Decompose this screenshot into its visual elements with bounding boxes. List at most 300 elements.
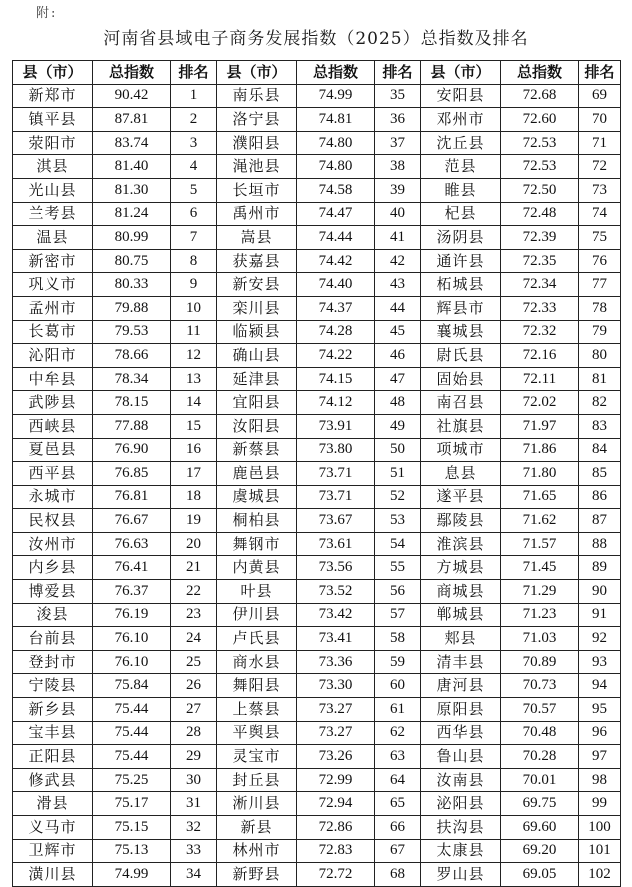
rank-cell: 42	[375, 249, 421, 273]
index-value-cell: 74.15	[297, 367, 375, 391]
rank-cell: 59	[375, 650, 421, 674]
county-name-cell: 宝丰县	[13, 721, 93, 745]
county-name-cell: 长葛市	[13, 320, 93, 344]
index-value-cell: 72.11	[501, 367, 579, 391]
index-value-cell: 80.33	[93, 273, 171, 297]
county-name-cell: 上蔡县	[217, 698, 297, 722]
county-name-cell: 汝阳县	[217, 414, 297, 438]
county-name-cell: 台前县	[13, 627, 93, 651]
index-value-cell: 74.99	[93, 863, 171, 887]
rank-cell: 1	[171, 84, 217, 108]
county-name-cell: 范县	[421, 155, 501, 179]
rank-cell: 40	[375, 202, 421, 226]
county-name-cell: 栾川县	[217, 296, 297, 320]
rank-cell: 37	[375, 131, 421, 155]
index-value-cell: 69.75	[501, 792, 579, 816]
rank-cell: 83	[579, 414, 621, 438]
rank-cell: 26	[171, 674, 217, 698]
county-name-cell: 郏县	[421, 627, 501, 651]
rank-cell: 48	[375, 391, 421, 415]
rank-cell: 95	[579, 698, 621, 722]
county-name-cell: 新乡县	[13, 698, 93, 722]
rank-cell: 70	[579, 108, 621, 132]
county-name-cell: 林州市	[217, 839, 297, 863]
rank-cell: 39	[375, 178, 421, 202]
table-row	[13, 438, 621, 462]
rank-cell: 38	[375, 155, 421, 179]
table-row	[13, 155, 621, 179]
county-name-cell: 博爱县	[13, 580, 93, 604]
index-value-cell: 71.57	[501, 532, 579, 556]
county-name-cell: 汝南县	[421, 768, 501, 792]
county-name-cell: 唐河县	[421, 674, 501, 698]
index-value-cell: 71.86	[501, 438, 579, 462]
index-value-cell: 73.27	[297, 721, 375, 745]
column-header: 总指数	[501, 61, 579, 85]
table-row	[13, 131, 621, 155]
index-value-cell: 73.26	[297, 745, 375, 769]
rank-cell: 84	[579, 438, 621, 462]
county-name-cell: 汤阴县	[421, 226, 501, 250]
table-row	[13, 273, 621, 297]
rank-cell: 24	[171, 627, 217, 651]
index-value-cell: 72.86	[297, 816, 375, 840]
rank-cell: 27	[171, 698, 217, 722]
rank-cell: 51	[375, 462, 421, 486]
rank-cell: 66	[375, 816, 421, 840]
county-name-cell: 光山县	[13, 178, 93, 202]
column-header: 总指数	[93, 61, 171, 85]
index-value-cell: 71.62	[501, 509, 579, 533]
index-value-cell: 72.53	[501, 155, 579, 179]
rank-cell: 80	[579, 344, 621, 368]
rank-cell: 97	[579, 745, 621, 769]
column-header: 排名	[171, 61, 217, 85]
rank-cell: 5	[171, 178, 217, 202]
county-name-cell: 兰考县	[13, 202, 93, 226]
county-name-cell: 杞县	[421, 202, 501, 226]
index-value-cell: 72.99	[297, 768, 375, 792]
index-value-cell: 72.02	[501, 391, 579, 415]
county-name-cell: 义马市	[13, 816, 93, 840]
rank-cell: 8	[171, 249, 217, 273]
index-value-cell: 74.28	[297, 320, 375, 344]
table-row	[13, 202, 621, 226]
index-value-cell: 76.10	[93, 627, 171, 651]
index-value-cell: 72.33	[501, 296, 579, 320]
rank-cell: 7	[171, 226, 217, 250]
column-header: 排名	[375, 61, 421, 85]
index-value-cell: 75.44	[93, 745, 171, 769]
table-row	[13, 391, 621, 415]
page-title: 河南省县域电子商务发展指数（2025）总指数及排名	[103, 29, 529, 49]
rank-cell: 75	[579, 226, 621, 250]
column-header: 排名	[579, 61, 621, 85]
index-value-cell: 76.63	[93, 532, 171, 556]
index-value-cell: 71.23	[501, 603, 579, 627]
index-value-cell: 72.94	[297, 792, 375, 816]
county-name-cell: 中牟县	[13, 367, 93, 391]
index-value-cell: 76.37	[93, 580, 171, 604]
county-name-cell: 潢川县	[13, 863, 93, 887]
rank-cell: 98	[579, 768, 621, 792]
county-name-cell: 淅川县	[217, 792, 297, 816]
rank-cell: 78	[579, 296, 621, 320]
index-value-cell: 74.80	[297, 155, 375, 179]
table-body	[13, 84, 621, 886]
rank-cell: 81	[579, 367, 621, 391]
table-row	[13, 816, 621, 840]
index-value-cell: 71.29	[501, 580, 579, 604]
rank-cell: 99	[579, 792, 621, 816]
county-name-cell: 孟州市	[13, 296, 93, 320]
rank-cell: 85	[579, 462, 621, 486]
table-row	[13, 745, 621, 769]
county-name-cell: 清丰县	[421, 650, 501, 674]
table-row	[13, 485, 621, 509]
table-row	[13, 532, 621, 556]
table-row	[13, 178, 621, 202]
index-value-cell: 75.84	[93, 674, 171, 698]
table-row	[13, 580, 621, 604]
index-value-cell: 70.89	[501, 650, 579, 674]
rank-cell: 96	[579, 721, 621, 745]
index-value-cell: 72.50	[501, 178, 579, 202]
rank-cell: 52	[375, 485, 421, 509]
rank-cell: 21	[171, 556, 217, 580]
index-value-cell: 74.47	[297, 202, 375, 226]
county-name-cell: 浚县	[13, 603, 93, 627]
county-name-cell: 夏邑县	[13, 438, 93, 462]
rank-cell: 74	[579, 202, 621, 226]
rank-cell: 19	[171, 509, 217, 533]
county-name-cell: 西峡县	[13, 414, 93, 438]
rank-cell: 30	[171, 768, 217, 792]
county-name-cell: 遂平县	[421, 485, 501, 509]
rank-cell: 73	[579, 178, 621, 202]
table-row	[13, 556, 621, 580]
rank-cell: 33	[171, 839, 217, 863]
index-value-cell: 75.17	[93, 792, 171, 816]
rank-cell: 44	[375, 296, 421, 320]
index-value-cell: 73.52	[297, 580, 375, 604]
county-name-cell: 原阳县	[421, 698, 501, 722]
index-value-cell: 73.71	[297, 462, 375, 486]
rank-cell: 29	[171, 745, 217, 769]
rank-cell: 94	[579, 674, 621, 698]
rank-cell: 64	[375, 768, 421, 792]
table-row	[13, 462, 621, 486]
table-row	[13, 603, 621, 627]
index-value-cell: 70.57	[501, 698, 579, 722]
county-name-cell: 息县	[421, 462, 501, 486]
index-value-cell: 75.44	[93, 698, 171, 722]
rank-cell: 57	[375, 603, 421, 627]
county-name-cell: 灵宝市	[217, 745, 297, 769]
county-name-cell: 尉氏县	[421, 344, 501, 368]
rank-cell: 54	[375, 532, 421, 556]
rank-cell: 31	[171, 792, 217, 816]
rank-cell: 86	[579, 485, 621, 509]
county-name-cell: 舞阳县	[217, 674, 297, 698]
county-name-cell: 项城市	[421, 438, 501, 462]
rank-cell: 4	[171, 155, 217, 179]
index-value-cell: 87.81	[93, 108, 171, 132]
county-name-cell: 洛宁县	[217, 108, 297, 132]
county-name-cell: 新县	[217, 816, 297, 840]
county-name-cell: 封丘县	[217, 768, 297, 792]
county-name-cell: 渑池县	[217, 155, 297, 179]
rank-cell: 72	[579, 155, 621, 179]
index-value-cell: 80.99	[93, 226, 171, 250]
index-value-cell: 75.13	[93, 839, 171, 863]
county-name-cell: 桐柏县	[217, 509, 297, 533]
rank-cell: 56	[375, 580, 421, 604]
index-value-cell: 73.56	[297, 556, 375, 580]
county-name-cell: 沈丘县	[421, 131, 501, 155]
county-name-cell: 郸城县	[421, 603, 501, 627]
index-value-cell: 73.67	[297, 509, 375, 533]
index-value-cell: 90.42	[93, 84, 171, 108]
index-value-cell: 72.35	[501, 249, 579, 273]
county-name-cell: 民权县	[13, 509, 93, 533]
county-name-cell: 社旗县	[421, 414, 501, 438]
index-value-cell: 70.28	[501, 745, 579, 769]
rank-cell: 50	[375, 438, 421, 462]
table-row	[13, 721, 621, 745]
rank-cell: 46	[375, 344, 421, 368]
county-name-cell: 宁陵县	[13, 674, 93, 698]
index-value-cell: 74.80	[297, 131, 375, 155]
index-value-cell: 74.58	[297, 178, 375, 202]
table-header-row	[13, 61, 621, 85]
county-name-cell: 邓州市	[421, 108, 501, 132]
rank-cell: 12	[171, 344, 217, 368]
county-name-cell: 获嘉县	[217, 249, 297, 273]
rank-cell: 25	[171, 650, 217, 674]
index-value-cell: 70.48	[501, 721, 579, 745]
county-name-cell: 巩义市	[13, 273, 93, 297]
county-name-cell: 叶县	[217, 580, 297, 604]
rank-cell: 92	[579, 627, 621, 651]
rank-cell: 18	[171, 485, 217, 509]
index-value-cell: 73.61	[297, 532, 375, 556]
rank-cell: 53	[375, 509, 421, 533]
table-row	[13, 768, 621, 792]
rank-cell: 28	[171, 721, 217, 745]
county-name-cell: 太康县	[421, 839, 501, 863]
county-name-cell: 平舆县	[217, 721, 297, 745]
index-value-cell: 77.88	[93, 414, 171, 438]
index-value-cell: 71.80	[501, 462, 579, 486]
index-value-cell: 81.24	[93, 202, 171, 226]
table-row	[13, 414, 621, 438]
county-name-cell: 安阳县	[421, 84, 501, 108]
rank-cell: 6	[171, 202, 217, 226]
index-value-cell: 73.41	[297, 627, 375, 651]
index-value-cell: 74.99	[297, 84, 375, 108]
county-name-cell: 睢县	[421, 178, 501, 202]
county-name-cell: 固始县	[421, 367, 501, 391]
county-name-cell: 登封市	[13, 650, 93, 674]
rank-cell: 89	[579, 556, 621, 580]
index-value-cell: 72.39	[501, 226, 579, 250]
county-name-cell: 淇县	[13, 155, 93, 179]
county-name-cell: 永城市	[13, 485, 93, 509]
county-name-cell: 西华县	[421, 721, 501, 745]
index-value-cell: 81.40	[93, 155, 171, 179]
column-header: 县（市）	[13, 61, 93, 85]
county-name-cell: 宜阳县	[217, 391, 297, 415]
county-name-cell: 嵩县	[217, 226, 297, 250]
rank-cell: 41	[375, 226, 421, 250]
index-value-cell: 78.34	[93, 367, 171, 391]
county-name-cell: 卢氏县	[217, 627, 297, 651]
table-row	[13, 650, 621, 674]
table-row	[13, 627, 621, 651]
table-row	[13, 509, 621, 533]
index-value-cell: 74.42	[297, 249, 375, 273]
index-value-cell: 79.53	[93, 320, 171, 344]
index-value-cell: 80.75	[93, 249, 171, 273]
rank-cell: 10	[171, 296, 217, 320]
table-row	[13, 698, 621, 722]
index-value-cell: 71.65	[501, 485, 579, 509]
rank-cell: 87	[579, 509, 621, 533]
rank-cell: 79	[579, 320, 621, 344]
table-row	[13, 226, 621, 250]
index-value-cell: 75.15	[93, 816, 171, 840]
county-name-cell: 新野县	[217, 863, 297, 887]
rank-cell: 101	[579, 839, 621, 863]
index-value-cell: 74.12	[297, 391, 375, 415]
table-row	[13, 839, 621, 863]
county-name-cell: 柘城县	[421, 273, 501, 297]
rank-cell: 36	[375, 108, 421, 132]
rank-cell: 63	[375, 745, 421, 769]
rank-cell: 77	[579, 273, 621, 297]
column-header: 总指数	[297, 61, 375, 85]
index-value-cell: 81.30	[93, 178, 171, 202]
index-value-cell: 76.19	[93, 603, 171, 627]
index-value-cell: 73.36	[297, 650, 375, 674]
index-value-cell: 72.32	[501, 320, 579, 344]
index-value-cell: 74.22	[297, 344, 375, 368]
rank-cell: 45	[375, 320, 421, 344]
county-name-cell: 确山县	[217, 344, 297, 368]
table-row	[13, 296, 621, 320]
index-value-cell: 72.48	[501, 202, 579, 226]
rank-cell: 34	[171, 863, 217, 887]
rank-cell: 9	[171, 273, 217, 297]
index-value-cell: 69.20	[501, 839, 579, 863]
county-name-cell: 濮阳县	[217, 131, 297, 155]
rank-cell: 47	[375, 367, 421, 391]
table-row	[13, 344, 621, 368]
county-name-cell: 鲁山县	[421, 745, 501, 769]
index-value-cell: 71.03	[501, 627, 579, 651]
rank-cell: 2	[171, 108, 217, 132]
index-value-cell: 73.71	[297, 485, 375, 509]
rank-cell: 43	[375, 273, 421, 297]
rank-cell: 93	[579, 650, 621, 674]
index-value-cell: 72.60	[501, 108, 579, 132]
index-value-cell: 76.67	[93, 509, 171, 533]
county-name-cell: 汝州市	[13, 532, 93, 556]
index-value-cell: 76.81	[93, 485, 171, 509]
index-value-cell: 73.80	[297, 438, 375, 462]
rank-cell: 17	[171, 462, 217, 486]
county-name-cell: 长垣市	[217, 178, 297, 202]
county-name-cell: 镇平县	[13, 108, 93, 132]
county-name-cell: 鄢陵县	[421, 509, 501, 533]
rank-cell: 35	[375, 84, 421, 108]
index-value-cell: 73.91	[297, 414, 375, 438]
rank-cell: 49	[375, 414, 421, 438]
rank-cell: 88	[579, 532, 621, 556]
county-name-cell: 舞钢市	[217, 532, 297, 556]
corner-label: 附:	[36, 6, 58, 21]
table-row	[13, 367, 621, 391]
rank-cell: 13	[171, 367, 217, 391]
rank-cell: 11	[171, 320, 217, 344]
index-value-cell: 69.60	[501, 816, 579, 840]
rank-cell: 90	[579, 580, 621, 604]
rank-cell: 15	[171, 414, 217, 438]
index-value-cell: 76.10	[93, 650, 171, 674]
table-row	[13, 108, 621, 132]
table-row	[13, 863, 621, 887]
county-name-cell: 新安县	[217, 273, 297, 297]
rank-cell: 67	[375, 839, 421, 863]
rank-cell: 68	[375, 863, 421, 887]
county-name-cell: 虞城县	[217, 485, 297, 509]
county-name-cell: 武陟县	[13, 391, 93, 415]
county-name-cell: 扶沟县	[421, 816, 501, 840]
index-value-cell: 76.41	[93, 556, 171, 580]
index-value-cell: 71.45	[501, 556, 579, 580]
rank-cell: 58	[375, 627, 421, 651]
county-name-cell: 商城县	[421, 580, 501, 604]
index-value-cell: 73.27	[297, 698, 375, 722]
rank-cell: 23	[171, 603, 217, 627]
index-value-cell: 72.53	[501, 131, 579, 155]
rank-cell: 82	[579, 391, 621, 415]
index-value-cell: 72.72	[297, 863, 375, 887]
rank-cell: 14	[171, 391, 217, 415]
index-value-cell: 74.44	[297, 226, 375, 250]
county-name-cell: 荥阳市	[13, 131, 93, 155]
table-row	[13, 320, 621, 344]
index-value-cell: 70.73	[501, 674, 579, 698]
county-name-cell: 内黄县	[217, 556, 297, 580]
county-name-cell: 伊川县	[217, 603, 297, 627]
index-value-cell: 78.66	[93, 344, 171, 368]
rank-cell: 102	[579, 863, 621, 887]
index-value-cell: 75.44	[93, 721, 171, 745]
county-name-cell: 通许县	[421, 249, 501, 273]
county-name-cell: 南召县	[421, 391, 501, 415]
index-value-cell: 74.37	[297, 296, 375, 320]
rank-cell: 22	[171, 580, 217, 604]
county-name-cell: 滑县	[13, 792, 93, 816]
rank-cell: 55	[375, 556, 421, 580]
index-value-cell: 71.97	[501, 414, 579, 438]
county-name-cell: 正阳县	[13, 745, 93, 769]
index-value-cell: 83.74	[93, 131, 171, 155]
county-name-cell: 温县	[13, 226, 93, 250]
county-name-cell: 新郑市	[13, 84, 93, 108]
